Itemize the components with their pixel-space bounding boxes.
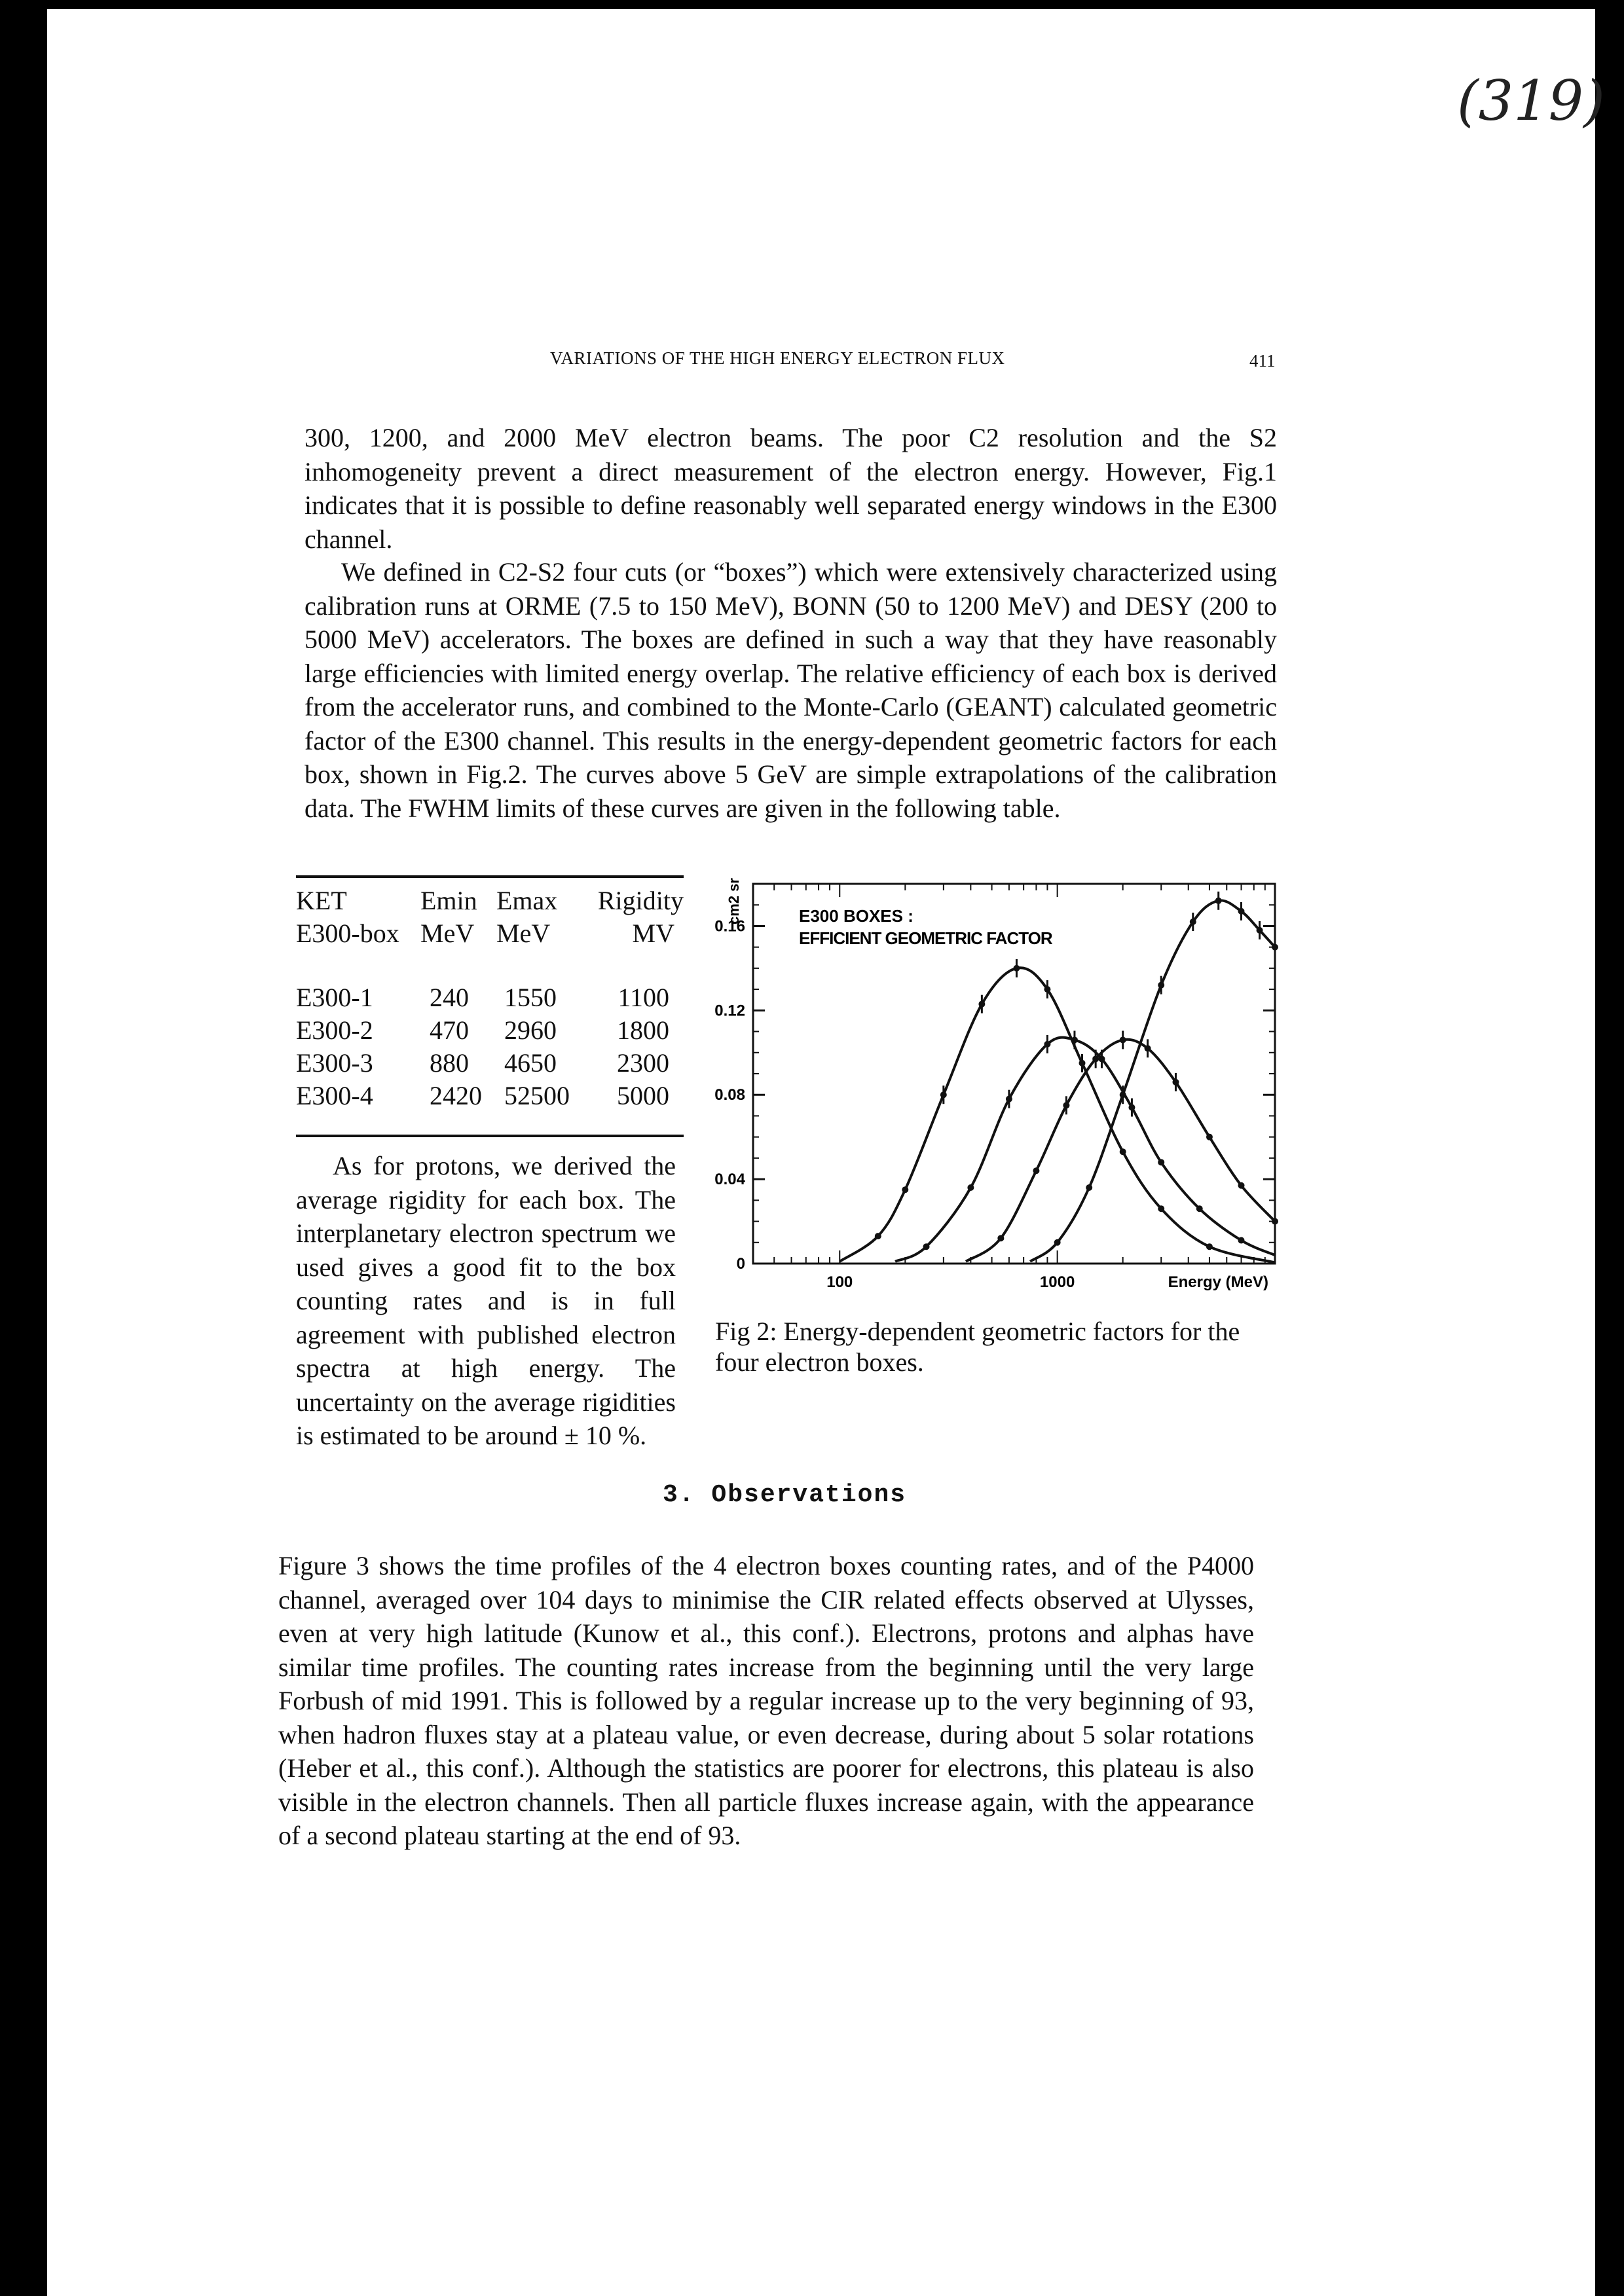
data-point bbox=[1033, 1167, 1039, 1174]
data-point bbox=[1120, 1148, 1126, 1155]
data-point bbox=[967, 1184, 974, 1191]
table-bottom-rule bbox=[296, 1135, 684, 1137]
y-tick-label: 0.04 bbox=[714, 1171, 745, 1189]
x-axis-label: Energy (MeV) bbox=[1168, 1273, 1268, 1291]
geometric-factor-chart bbox=[695, 863, 1285, 1315]
figure-caption: Fig 2: Energy-dependent geometric factors for the four electron boxes. bbox=[715, 1317, 1240, 1377]
data-point bbox=[1238, 1182, 1245, 1189]
data-point bbox=[1238, 1237, 1245, 1244]
table-cell: E300-3 bbox=[296, 1048, 373, 1078]
data-point bbox=[902, 1186, 908, 1193]
table-cell: 2960 bbox=[504, 1015, 557, 1045]
data-point bbox=[1206, 1134, 1213, 1140]
figure-2 bbox=[695, 863, 1285, 1377]
y-tick-label: 0.12 bbox=[714, 1002, 745, 1020]
chart-legend-line-2: EFFICIENT GEOMETRIC FACTOR bbox=[799, 928, 1052, 948]
table-cell: E300-1 bbox=[296, 982, 373, 1012]
table-row bbox=[296, 1046, 684, 1079]
ket-table bbox=[296, 884, 684, 1112]
table-header-row bbox=[296, 884, 684, 917]
table-header-cell: MV bbox=[632, 918, 674, 948]
table-cell: E300-4 bbox=[296, 1080, 373, 1110]
data-point bbox=[923, 1243, 930, 1250]
table-cell: 1100 bbox=[618, 982, 669, 1012]
table-cell: 1800 bbox=[617, 1015, 669, 1045]
y-tick-label: 0.08 bbox=[714, 1086, 745, 1104]
data-point bbox=[1196, 1205, 1203, 1212]
table-header-cell: MeV bbox=[496, 918, 551, 948]
table-top-rule bbox=[296, 875, 684, 878]
table-header-cell: Emax bbox=[496, 885, 558, 915]
table-cell: 52500 bbox=[504, 1080, 570, 1110]
table-cell: 2300 bbox=[617, 1048, 669, 1078]
table-header-cell: Emin bbox=[420, 885, 477, 915]
paragraph-3: As for protons, we derived the average rigidity for each box. The interplanetary electron spectrum we used gives a good fit to the box counting rates and is in full agreement with published electron spectra at high energy. The uncertainty on the average rigidities is estimated to be around ± 10 %. bbox=[296, 1151, 676, 1450]
x-tick-label: 1000 bbox=[1039, 1273, 1075, 1291]
handwritten-page-note: (319) bbox=[1457, 69, 1605, 133]
table-header-cell: KET bbox=[296, 885, 347, 915]
data-point bbox=[1054, 1239, 1061, 1246]
table-header-cell: MeV bbox=[420, 918, 475, 948]
chart-legend-line-1: E300 BOXES : bbox=[799, 906, 913, 926]
paragraph-2: We defined in C2-S2 four cuts (or “boxes”) which were extensively characterized using calibration runs at ORME (7.5 to 150 MeV), BONN (50 to 1200 MeV) and DESY (200 to 5000 MeV) accelerators. The boxes are defined in such a way that they have reasonably large efficiencies with limited energy overlap. The relative efficiency of each box is derived from the accelerator runs, and combined to the Monte-Carlo (GEANT) calculated geometric factor of the E300 channel. This results in the energy-dependent geometric factors for each box, shown in Fig.2. The curves above 5 GeV are simple extrapolations of the calibration data. The FWHM limits of these curves are given in the following table. bbox=[304, 557, 1277, 823]
data-point bbox=[1206, 1243, 1213, 1250]
table-cell: 470 bbox=[430, 1015, 469, 1045]
page-number: 411 bbox=[1249, 351, 1276, 371]
running-head: VARIATIONS OF THE HIGH ENERGY ELECTRON FLUX bbox=[550, 348, 1005, 368]
data-point bbox=[1158, 1159, 1164, 1165]
data-point bbox=[875, 1233, 881, 1239]
section-title: 3. Observations bbox=[663, 1481, 907, 1509]
table-cell: 1550 bbox=[504, 982, 557, 1012]
table-cell: E300-2 bbox=[296, 1015, 373, 1045]
table-cell: 5000 bbox=[617, 1080, 669, 1110]
table-cell: 880 bbox=[430, 1048, 469, 1078]
data-point bbox=[1158, 1205, 1164, 1212]
table-header-cell: Rigidity bbox=[597, 885, 684, 915]
table-cell: 2420 bbox=[430, 1080, 482, 1110]
data-point bbox=[1086, 1184, 1092, 1191]
table-row bbox=[296, 1013, 684, 1046]
table-header-row bbox=[296, 917, 684, 949]
y-axis-label: cm2 sr bbox=[726, 878, 742, 924]
y-tick-label: 0.16 bbox=[714, 917, 745, 936]
paragraph-1: 300, 1200, and 2000 MeV electron beams. The poor C2 resolution and the S2 inhomogeneity prevent a direct measurement of the electron energy. However, Fig.1 indicates that it is possible to define reasonably well separated energy windows in the E300 channel. bbox=[304, 423, 1277, 554]
table-cell: 4650 bbox=[504, 1048, 557, 1078]
data-point bbox=[997, 1235, 1004, 1241]
x-tick-label: 100 bbox=[826, 1273, 853, 1291]
table-header-cell: E300-box bbox=[296, 918, 399, 948]
table-row bbox=[296, 1079, 684, 1112]
table-cell: 240 bbox=[430, 982, 469, 1012]
y-tick-label: 0 bbox=[736, 1255, 745, 1273]
series-line-box-4 bbox=[1030, 900, 1275, 1261]
paragraph-4: Figure 3 shows the time profiles of the 4 electron boxes counting rates, and of the P4000 channel, averaged over 104 days to minimise the CIR related effects observed at Ulysses, even at very high latitude (Kunow et al., this conf.). Electrons, protons and alphas have similar time profiles. The counting rates increase from the beginning until the very large Forbush of mid 1991. This is followed by a regular increase up to the very beginning of 93, when hadron fluxes stay at a plateau value, or even decrease, during about 5 solar rotations (Heber et al., this conf.). Although the statistics are poorer for electrons, this plateau is also visible in the electron channels. Then all particle fluxes increase again, with the appearance of a second plateau starting at the end of 93. bbox=[278, 1551, 1254, 1850]
table-row bbox=[296, 981, 684, 1013]
